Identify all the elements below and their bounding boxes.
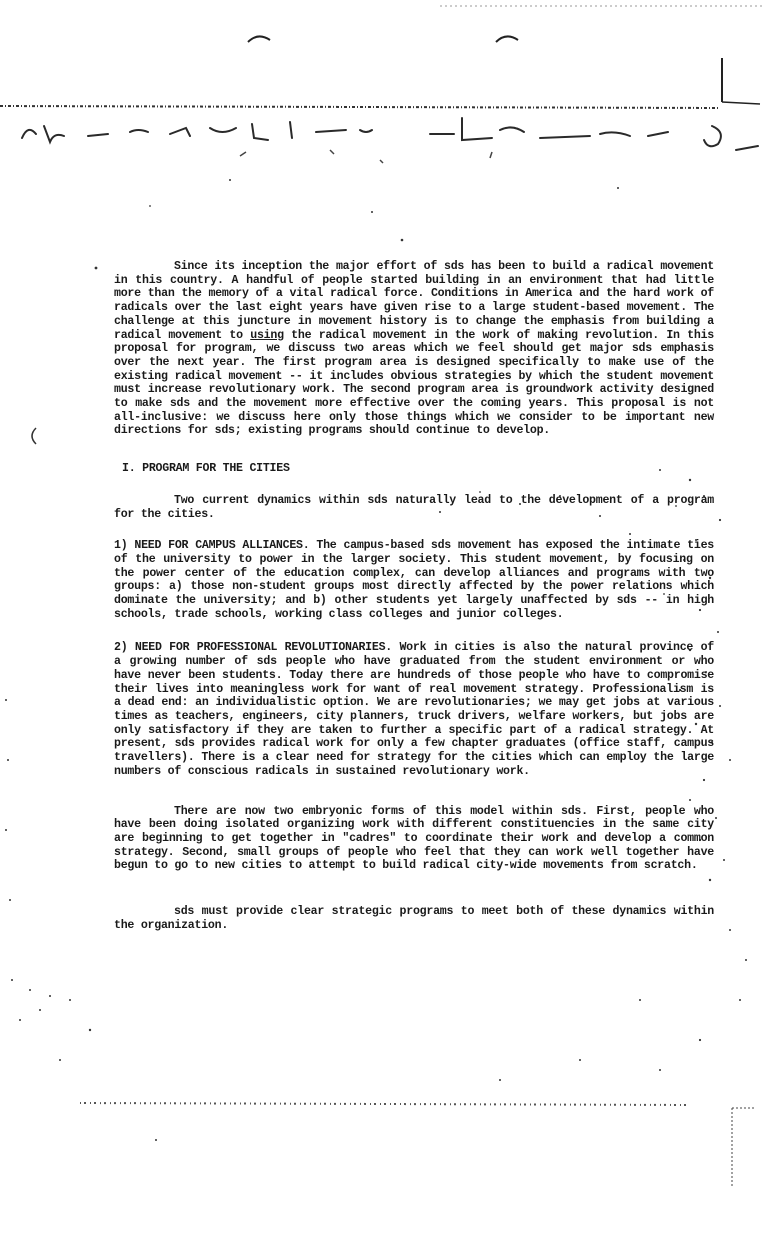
bottom-dotted-band	[80, 1103, 690, 1105]
document-body	[114, 260, 714, 932]
top-dotted-rule	[0, 106, 720, 108]
embryonic-forms-paragraph: There are now two embryonic forms of this model within sds. First, people who have been doing isolated organizing work with different constituencies in the same city are beginning to get together in "cadres" to coordinate their work and develop a common strategy. Second, small groups of people who feel that they can work well together have begun to go to new cities to attempt to build radical city-wide movements from scratch.	[114, 804, 714, 873]
intro-emphasis: using	[250, 328, 284, 342]
smudged-header-band	[22, 118, 758, 150]
margin-bracket	[32, 428, 36, 444]
binder-mark-right	[496, 36, 518, 42]
intro-text-before: Since its inception the major effort of sds has been to build a radical movement in this country. A handful of people started building in an environment that had little more than the memory of a vital radical force. Conditions in America and the hard work of radicals over the last eight years have given rise to a large student-based movement. The challenge at this juncture in movement history is to change the emphasis from building a radical movement to	[114, 260, 714, 342]
corner-bracket	[732, 1108, 756, 1188]
dynamics-paragraph: Two current dynamics within sds naturally lead to the development of a program for the cities.	[114, 493, 714, 521]
campus-alliances-paragraph: 1) NEED FOR CAMPUS ALLIANCES. The campus-based sds movement has exposed the intimate ties of the university to power in the larger society. This student movement, by focusing on the power center of the education complex, can develop alliances and programs with two groups: a) those non-student groups most directly affected by the power relations which dominate the university; and b) other students yet largely unaffected by sds -- in high schools, trade schools, working class colleges and junior colleges.	[114, 539, 714, 621]
intro-paragraph	[114, 260, 714, 438]
professional-revolutionaries-paragraph: 2) NEED FOR PROFESSIONAL REVOLUTIONARIES. Work in cities is also the natural province of a growing number of sds people who have graduated from the student environment or who have never been students. Today there are hundreds of those people who have to compromise their lives into meaningless work for want of real movement strategy. Professionalism is a dead end: an individualistic option. We are revolutionaries; we may get jobs at various times as teachers, engineers, city planners, truck drivers, welfare workers, but jobs are only satisfactory if they are taken to further a specific part of a radical strategy. At present, sds provides radical work for only a few chapter graduates (office staff, campus travellers). There is a clear need for strategy for the cities which can employ the large numbers of conscious radicals in sustained revolutionary work.	[114, 641, 714, 778]
section-heading: I. PROGRAM FOR THE CITIES	[122, 462, 290, 476]
intro-text-after: the radical movement in the work of making revolution. In this proposal for program, we discuss two areas which we feel should get major sds emphasis over the next year. The first program area is designed specifically to make use of the existing radical movement -- it includes obvious strategies by which the student movement must increase revolutionary work. The second program area is groundwork activity designed to make sds and the movement more effective over the coming years. This proposal is not all-inclusive: we discuss here only those things which we consider to be important new directions for sds; existing programs should continue to develop.	[114, 328, 714, 438]
closing-paragraph: sds must provide clear strategic programs to meet both of these dynamics within the organization.	[114, 905, 714, 932]
binder-mark-left	[248, 36, 270, 42]
